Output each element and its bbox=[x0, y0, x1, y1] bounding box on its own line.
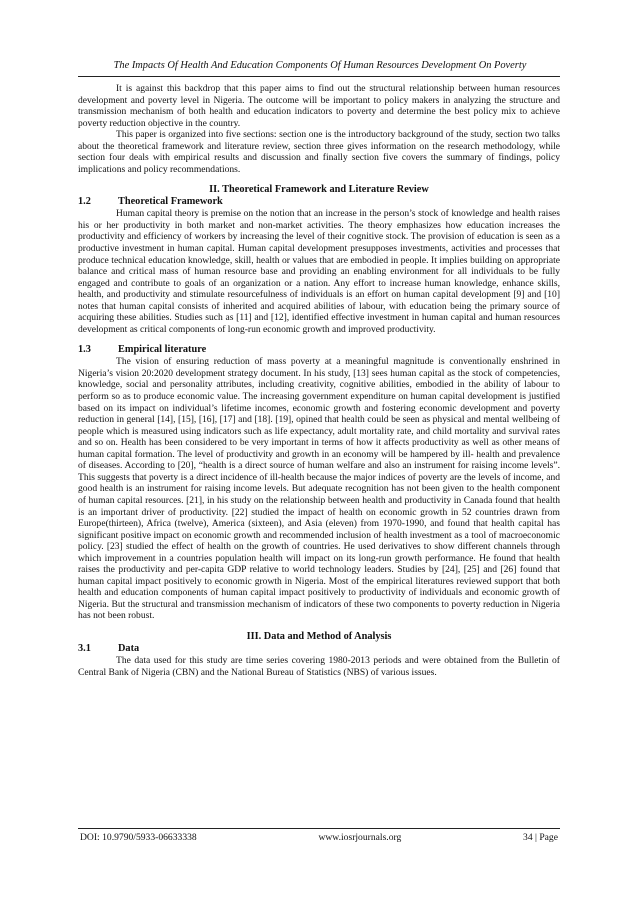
page-number: 34 | Page bbox=[523, 832, 558, 843]
section-2-title: II. Theoretical Framework and Literature Review bbox=[209, 184, 429, 196]
subsection-3-1-heading bbox=[78, 643, 560, 655]
page-body bbox=[78, 83, 560, 678]
subsection-title: Empirical literature bbox=[118, 344, 207, 356]
running-title: The Impacts Of Health And Education Components Of Human Resources Development On Poverty bbox=[113, 60, 527, 71]
section-3-title: III. Data and Method of Analysis bbox=[246, 630, 392, 642]
data-paragraph: The data used for this study are time series covering 1980-2013 periods and were obtained from the Bulletin of Central Bank of Nigeria (CBN) and the National Bureau of Statistics (NBS) of various issues. bbox=[78, 654, 560, 678]
page-footer bbox=[80, 832, 558, 843]
header-rule bbox=[78, 76, 560, 77]
intro-paragraph-1: It is against this backdrop that this paper aims to find out the structural relationship between human resources development and poverty level in Nigeria. The outcome will be important to policy makers in analyzing the structure and transmission mechanism of both health and education indicators to poverty and determine the best policy mix to achieve poverty reduction objective in the country. bbox=[78, 83, 560, 129]
subsection-1-2-heading bbox=[78, 196, 560, 208]
doi-text: DOI: 10.9790/5933-06633338 bbox=[80, 832, 197, 843]
intro-paragraph-2: This paper is organized into five sections: section one is the introductory background of the study, section two talks about the theoretical framework and literature review, section three gives information on the research methodology, while section four deals with empirical results and discussion and finally section five covers the summary of findings, policy implications and policy recommendations. bbox=[78, 129, 560, 175]
subsection-1-3-heading bbox=[78, 344, 560, 356]
footer-rule bbox=[78, 828, 560, 829]
subsection-title: Data bbox=[118, 642, 140, 654]
subsection-number: 1.3 bbox=[78, 344, 91, 356]
subsection-number: 1.2 bbox=[78, 196, 91, 208]
empirical-literature-paragraph: The vision of ensuring reduction of mass poverty at a meaningful magnitude is conventionally enshrined in Nigeria’s vision 20:2020 development strategy document. In his study, [13] sees human capital as the stock of competencies, knowledge, social and personality attributes, including creativity, cognitive abilities, embodied in the ability of labour to perform so as to produce economic value. The increasing government expenditure on human capital development is justified based on its impact on individual’s lifetime incomes, economic growth and fostering economic development and poverty reduction in general [14], [15], [16], [17] and [18]. [19], opined that health could be seen as physical and mental wellbeing of people which is measured using indicators such as life expectancy, adult mortality rate, and child mortality and survival rates and so on. Health has been considered to be very important in terms of how it affects productivity as well as other means of human capital formation. The level of productivity and growth in an economy will be hampered by ill- health and prevalence of diseases. According to [20], “health is a direct source of human welfare and also an instrument for raising income levels”. This suggests that poverty is a direct incidence of ill-health because the major indices of poverty are the levels of income, and good health is an instrument for raising income levels. But adequate recognition has not been given to the health component of human capital resources. [21], in his study on the relationship between health and productivity in Canada found that health is an important driver of productivity. [22] studied the impact of health on economic growth in 52 countries drawn from Europe(thirteen), Africa (twelve), America (sixteen), and Asia (eleven) from 1970-1990, and found that health capital has significant positive impact on economic growth and recommended inclusion of health investment as a tool of macroeconomic policy. [23] studied the effect of health on the growth of countries. He used derivatives to show different channels through which improvement in a countries population health will impact on its long-run growth performance. He found that health raises the productivity and per-capita GDP relative to world technology leaders. Studies by [24], [25] and [26] found that human capital impact positively to economic growth in Nigeria. Most of the empirical literatures reviewed support that both health and education components of human capital impact positively to productivity of individuals and economic growth of Nigeria. But the structural and transmission mechanism of indicators of these two components to poverty reduction in Nigeria has not been robust. bbox=[78, 356, 560, 622]
journal-site-link[interactable]: www.iosrjournals.org bbox=[318, 832, 402, 843]
subsection-number: 3.1 bbox=[78, 642, 91, 654]
subsection-title: Theoretical Framework bbox=[118, 196, 223, 208]
theoretical-framework-paragraph: Human capital theory is premise on the notion that an increase in the person’s stock of knowledge and health raises his or her productivity in both market and non-market activities. The theory emphasizes how education increases the productivity and efficiency of workers by increasing the level of their cognitive stock. The provision of education is seen as a productive investment in human capital. Human capital development presupposes investments, activities and processes that produce technical education knowledge, skill, health or values that are embodied in people. It implies building on appropriate balance and critical mass of human resource base and providing an enabling environment for all individuals to be fully engaged and contribute to goals of an organization or a nation. Any effort to increase human knowledge, enhance skills, health, and productivity and stimulate resourcefulness of individuals is an effort on human capital development [9] and [10] notes that human capital consists of inherited and acquired abilities of labour, with education being the primary source of acquiring these abilities. Studies such as [11] and [12], identified effective investment in human capital and human resources development as critical components of long-run economic growth and improved productivity. bbox=[78, 208, 560, 335]
